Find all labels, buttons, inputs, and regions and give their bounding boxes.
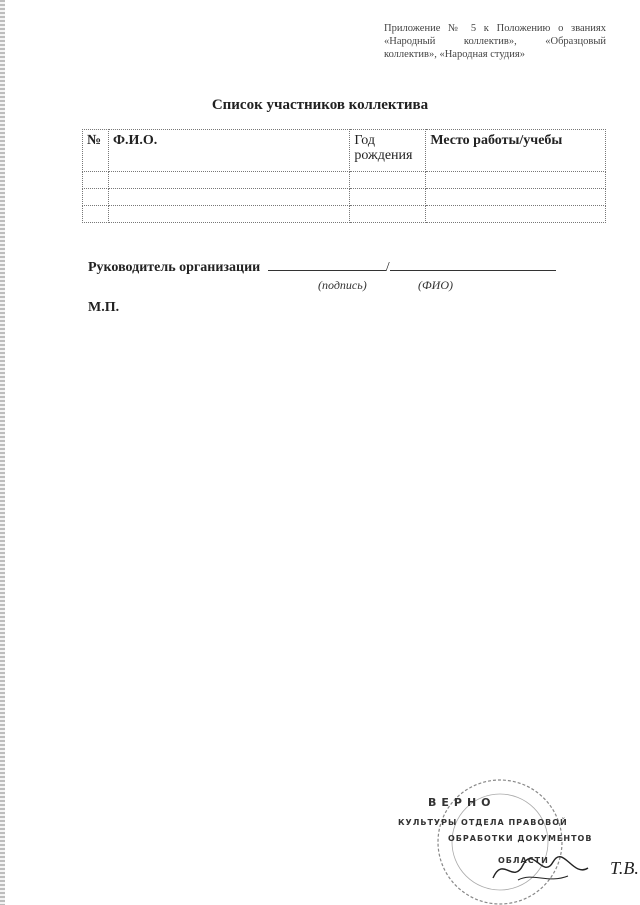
table-cell xyxy=(83,206,109,223)
name-hint: (ФИО) xyxy=(418,278,453,292)
name-blank xyxy=(390,258,556,271)
stamp-line-3: ОБРАБОТКИ ДОКУМЕНТОВ xyxy=(448,834,593,843)
header-full-name: Ф.И.О. xyxy=(108,130,349,172)
stamp-line-4: ОБЛАСТИ xyxy=(498,856,549,865)
stamp-line-2: КУЛЬТУРЫ ОТДЕЛА ПРАВОВОЙ xyxy=(398,818,568,827)
signer-initials: Т.В. xyxy=(610,858,639,878)
header-birth-year: Год рождения xyxy=(350,130,426,172)
certification-stamp xyxy=(388,770,640,905)
header-number: № xyxy=(83,130,109,172)
table-cell xyxy=(350,172,426,189)
table-cell xyxy=(83,189,109,206)
signature-label: Руководитель организации xyxy=(88,260,261,275)
header-work-study-place: Место работы/учебы xyxy=(426,130,606,172)
table-row xyxy=(83,172,606,189)
table-cell xyxy=(426,206,606,223)
stamp-verified-text: ВЕРНО xyxy=(428,796,496,809)
table-cell xyxy=(108,206,349,223)
table-cell xyxy=(426,189,606,206)
signature-slash: / xyxy=(385,260,390,275)
document-title: Список участников коллектива xyxy=(211,97,429,113)
scan-edge xyxy=(0,0,5,905)
signature-hint: (подпись) xyxy=(318,278,367,292)
table-row xyxy=(83,189,606,206)
members-table xyxy=(82,129,606,223)
table-row xyxy=(83,206,606,223)
table-cell xyxy=(108,172,349,189)
table-header-row xyxy=(83,130,606,172)
table-cell xyxy=(83,172,109,189)
handwritten-signature-icon xyxy=(488,850,608,890)
table-cell xyxy=(426,172,606,189)
signature-line xyxy=(88,258,588,276)
table-cell xyxy=(350,206,426,223)
signature-blank xyxy=(268,258,386,271)
table-cell xyxy=(350,189,426,206)
stamp-place-label: М.П. xyxy=(88,300,120,315)
appendix-note: Приложение № 5 к Положению о званиях «Народный коллектив», «Образцовый коллектив», «Народная студия» xyxy=(384,23,606,60)
table-cell xyxy=(108,189,349,206)
